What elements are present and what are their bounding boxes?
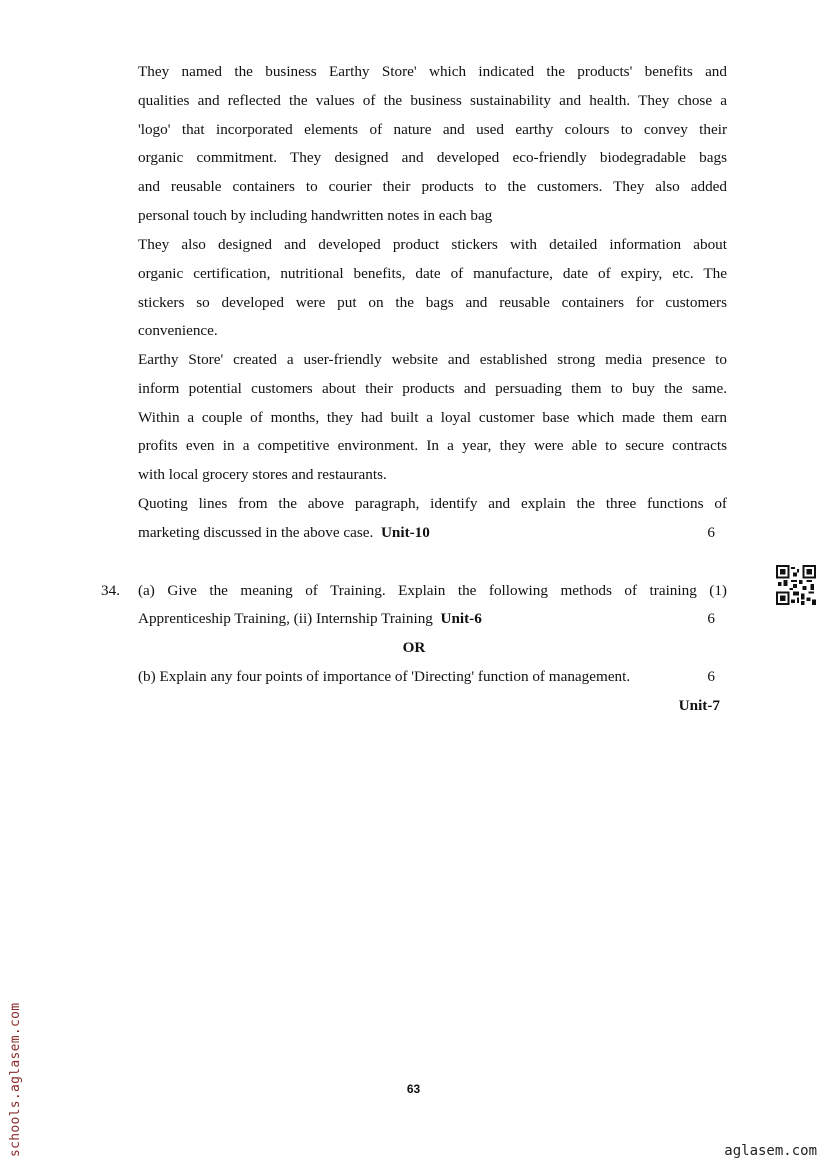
text-line: (a) Give the meaning of Training. Explain the following methods of training (1): [138, 582, 727, 599]
side-watermark: schools.aglasem.com: [8, 1002, 23, 1157]
question-33-last-line: [138, 519, 727, 548]
question-text: (b) Explain any four points of importance of 'Directing' function of management.: [138, 668, 631, 685]
bottom-watermark: aglasem.com: [724, 1143, 817, 1159]
text-line: inform potential customers about their products and persuading them to buy the same.: [138, 379, 727, 397]
text-line: organic certification, nutritional benefits, date of manufacture, date of expiry, etc. The: [138, 264, 727, 282]
text-line: stickers so developed were put on the bags and reusable containers for customers: [138, 293, 727, 311]
question-34a-last-line: [138, 605, 727, 634]
text-line: convenience.: [138, 322, 218, 340]
text-line: [138, 519, 430, 548]
case-paragraph-3: [138, 346, 727, 490]
text-line: and reusable containers to courier their products to the customers. They also added: [138, 178, 727, 196]
unit-label: Unit-10: [380, 524, 430, 541]
text-line: organic commitment. They designed and developed eco-friendly biodegradable bags: [138, 149, 727, 167]
text-line: Within a couple of months, they had built a loyal customer base which made them earn: [138, 408, 727, 426]
unit-label: Unit-6: [440, 610, 482, 627]
text-line: They also designed and developed product stickers with detailed information about: [138, 236, 727, 253]
question-text: Apprenticeship Training, (ii) Internship Training: [138, 610, 433, 627]
text-line: Quoting lines from the above paragraph, identify and explain the three functions of: [138, 495, 727, 512]
question-number: 34.: [101, 582, 120, 599]
question-33-prompt: [138, 490, 727, 519]
text-line: personal touch by including handwritten notes in each bag: [138, 206, 493, 224]
unit-label: Unit-7: [678, 697, 720, 714]
marks: 6: [707, 668, 715, 685]
marks: 6: [707, 610, 715, 627]
text-line: profits even in a competitive environment. In a year, they were able to secure contracts: [138, 437, 727, 455]
page-number: 63: [406, 1082, 421, 1096]
text-line: Earthy Store' created a user-friendly website and established strong media presence to: [138, 351, 727, 368]
question-34b: [138, 663, 727, 692]
text-line: with local grocery stores and restaurants.: [138, 466, 387, 484]
text-line: qualities and reflected the values of the business sustainability and health. They chose a: [138, 91, 727, 109]
text-line: 'logo' that incorporated elements of nature and used earthy colours to convey their: [138, 120, 727, 138]
case-paragraph-1: [138, 58, 727, 231]
question-34a: [138, 577, 727, 606]
text-line: [138, 605, 482, 634]
or-separator: OR: [402, 639, 426, 656]
case-paragraph-2: [138, 231, 727, 346]
marks: 6: [707, 524, 715, 541]
text-line: They named the business Earthy Store' which indicated the products' benefits and: [138, 63, 727, 80]
qr-code-icon: [776, 565, 816, 605]
question-text: marketing discussed in the above case.: [138, 524, 374, 541]
